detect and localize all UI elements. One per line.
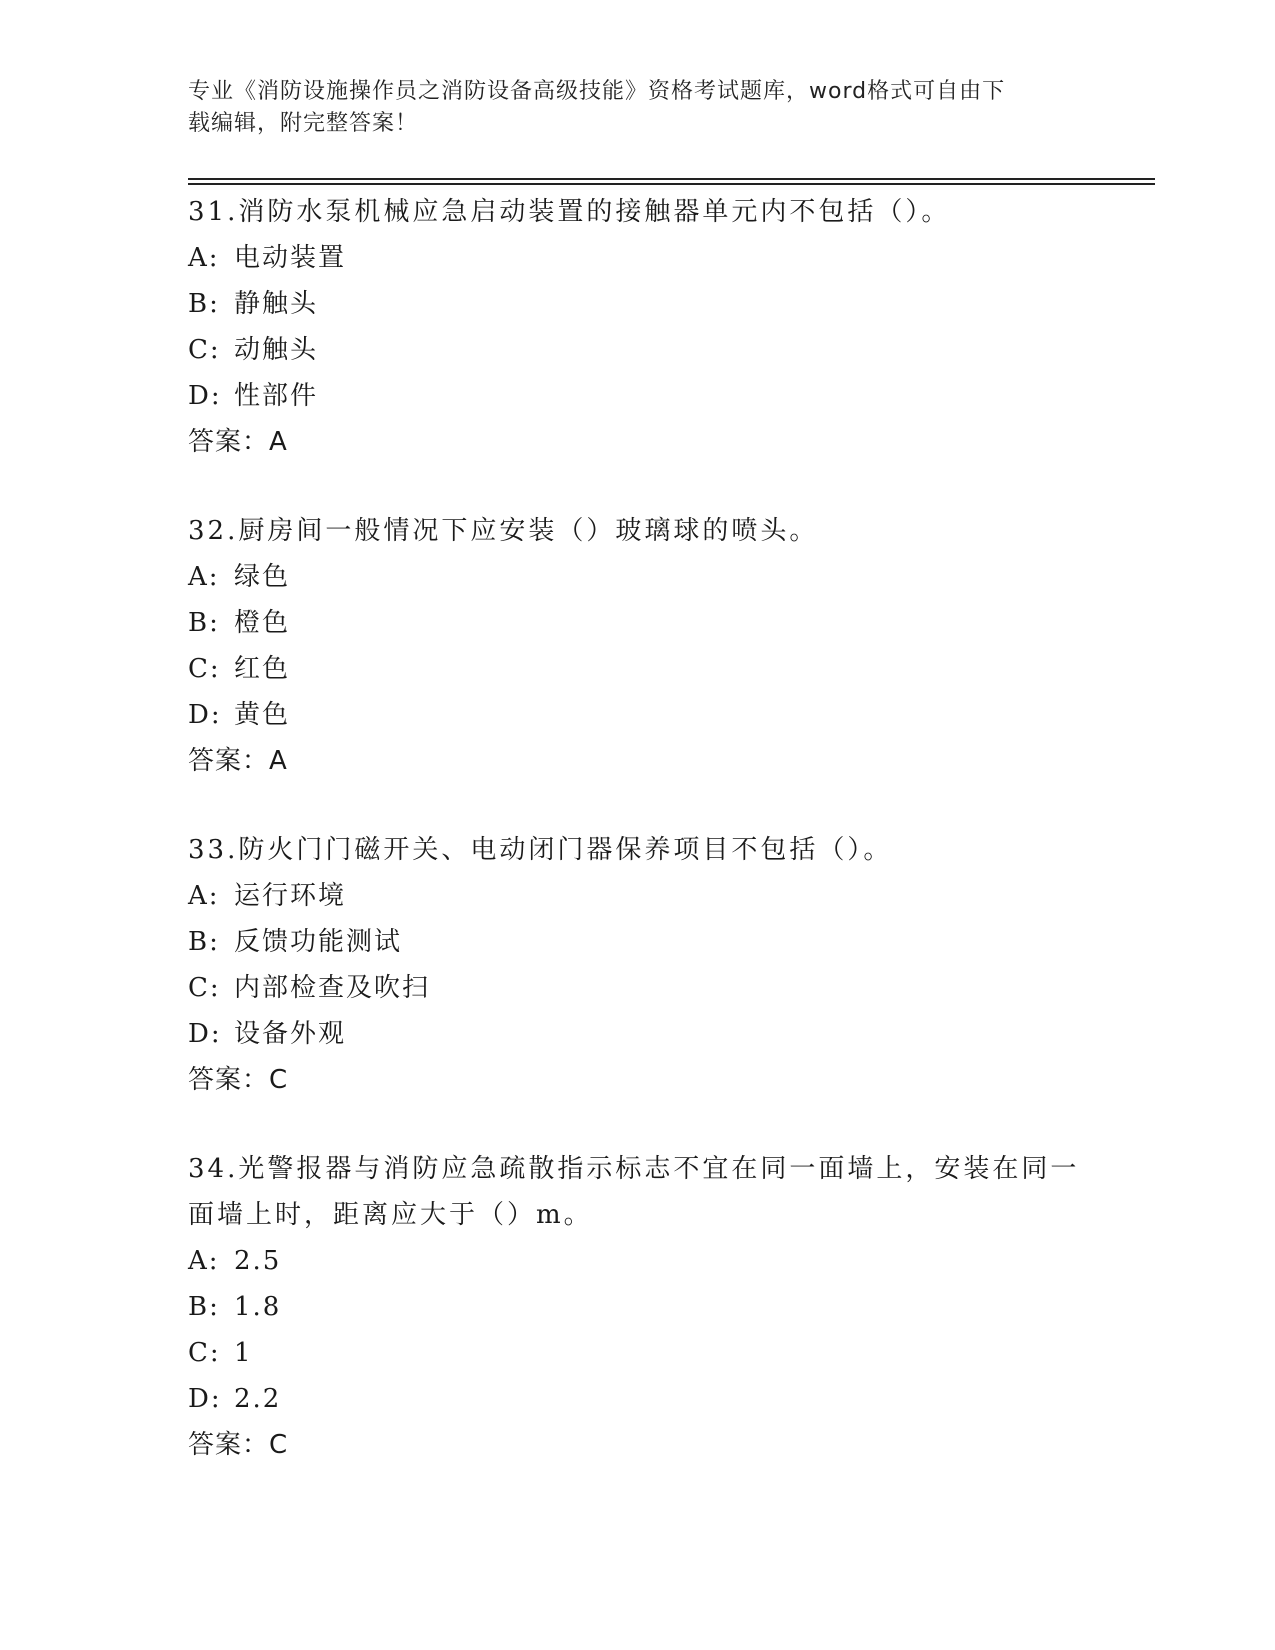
option-text: 黄色 <box>234 700 291 730</box>
option-text: 运行环境 <box>234 881 347 911</box>
question-34 <box>188 1146 1088 1468</box>
option-label: B: <box>188 1292 220 1322</box>
option-label: B: <box>188 289 220 319</box>
question-stem: 31.消防水泵机械应急启动装置的接触器单元内不包括（）。 <box>188 197 951 227</box>
question-stem-continued: 面墙上时，距离应大于（）m。 <box>188 1200 593 1230</box>
option-label: C: <box>188 973 221 1003</box>
question-33 <box>188 827 1088 1103</box>
option-text: 静触头 <box>234 289 319 319</box>
answer: 答案：C <box>188 1065 289 1095</box>
option-d <box>188 692 1088 738</box>
option-label: A: <box>188 562 220 592</box>
question-32 <box>188 508 1088 784</box>
option-a <box>188 873 1088 919</box>
document-header <box>188 76 1068 140</box>
question-stem: 34.光警报器与消防应急疏散指示标志不宜在同一面墙上，安装在同一 <box>188 1154 1080 1184</box>
answer: 答案：A <box>188 427 288 457</box>
option-text: 设备外观 <box>234 1019 347 1049</box>
option-label: A: <box>188 1246 220 1276</box>
option-text: 橙色 <box>234 608 291 638</box>
answer: 答案：A <box>188 746 288 776</box>
option-text: 内部检查及吹扫 <box>234 973 431 1003</box>
option-c <box>188 327 1088 373</box>
option-text: 绿色 <box>234 562 291 592</box>
option-text: 性部件 <box>234 381 319 411</box>
option-b <box>188 1284 1088 1330</box>
option-text: 红色 <box>234 654 291 684</box>
option-text: 2.5 <box>234 1246 282 1276</box>
option-label: D: <box>188 381 222 411</box>
header-line-2: 载编辑，附完整答案！ <box>188 111 419 136</box>
option-c <box>188 965 1088 1011</box>
option-label: D: <box>188 1019 222 1049</box>
option-text: 2.2 <box>234 1384 282 1414</box>
header-divider-bottom <box>188 183 1155 185</box>
question-31 <box>188 189 1088 465</box>
option-text: 1.8 <box>234 1292 282 1322</box>
option-d <box>188 373 1088 419</box>
option-a <box>188 1238 1088 1284</box>
option-text: 电动装置 <box>234 243 347 273</box>
option-label: B: <box>188 927 220 957</box>
option-label: D: <box>188 700 222 730</box>
option-d <box>188 1011 1088 1057</box>
option-text: 动触头 <box>234 335 319 365</box>
question-stem: 32.厨房间一般情况下应安装（）玻璃球的喷头。 <box>188 516 819 546</box>
option-label: B: <box>188 608 220 638</box>
question-stem: 33.防火门门磁开关、电动闭门器保养项目不包括（）。 <box>188 835 893 865</box>
header-line-1: 专业《消防设施操作员之消防设备高级技能》资格考试题库，word格式可自由下 <box>188 79 1006 104</box>
option-c <box>188 646 1088 692</box>
option-label: D: <box>188 1384 222 1414</box>
option-a <box>188 235 1088 281</box>
option-b <box>188 281 1088 327</box>
option-text: 反馈功能测试 <box>234 927 403 957</box>
answer: 答案：C <box>188 1430 289 1460</box>
option-a <box>188 554 1088 600</box>
option-c <box>188 1330 1088 1376</box>
option-text: 1 <box>234 1338 253 1368</box>
option-label: A: <box>188 243 220 273</box>
option-d <box>188 1376 1088 1422</box>
header-divider-top <box>188 178 1155 180</box>
option-b <box>188 919 1088 965</box>
option-label: C: <box>188 335 221 365</box>
option-b <box>188 600 1088 646</box>
option-label: A: <box>188 881 220 911</box>
option-label: C: <box>188 654 221 684</box>
option-label: C: <box>188 1338 221 1368</box>
